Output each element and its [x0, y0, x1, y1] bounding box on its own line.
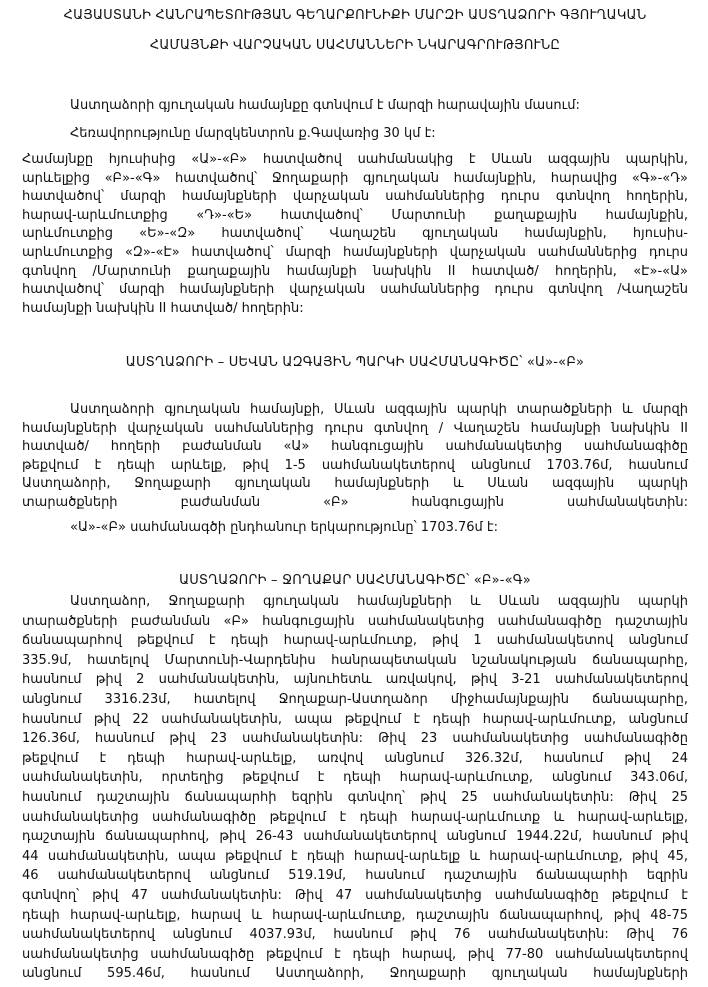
- text-line: սահմանակետերով անցնում 4037.93մ, հասնում թիվ 76 սահմանակետին: Թիվ 76: [22, 927, 688, 943]
- text-line: տարածքների բաժանման «Բ» հանգուցային սահմանակետից սահմանագիծը դաշտային: [22, 613, 688, 629]
- text-line: հատված/ հողերի բաժանման «Ա» հանգուցային սահմանակետից սահմանագիծը: [22, 439, 688, 455]
- document-subtitle: [22, 36, 688, 55]
- text-line: անցնում 3316.23մ, հատելով Ջողաքար-Աստղաձոր միջհամայնքային ճանապարհը,: [22, 691, 688, 707]
- intro-line: Աստղաձորի գյուղական համայնքը գտնվում է մարզի հարավային մասում:: [70, 98, 580, 113]
- text-line: համայնքների վարչական սահմաններից դուրս գտնվող / Վաղաշեն համայնքի նախկին II: [22, 420, 688, 436]
- text-line: արևելքից «Բ»-«Գ» հատվածով՝ Ջողաքարի գյուղական համայնքին, հարավից «Գ»-«Դ»: [22, 170, 688, 186]
- text-line: սահմանակետից սահմանագիծը թեքվում է դեպի հարավ, թիվ 77-80 սահմանակետերով: [22, 946, 688, 962]
- neighbors-paragraph: [22, 151, 688, 318]
- text-line: 335.9մ, հատելով Մարտունի-Վարդենիս հանրապետական նշանակության ճանապարհը,: [22, 652, 688, 668]
- text-line: Համայնքը հյուսիսից «Ա»-«Բ» հատվածով սահմանակից է Սևան ազգային պարկին,: [22, 152, 688, 167]
- section-heading: ԱՍՏՂԱՁՈՐԻ – ՍԵՎԱՆ ԱԶԳԱՅԻՆ ՊԱՐԿԻ ՍԱՀՄԱՆԱԳԻԾԸ՝ «Ա»-«Բ»: [125, 355, 585, 370]
- text-line: համայնքի նախկին II հատված/ հողերին:: [22, 300, 304, 316]
- text-line: 44 սահմանակետին, ապա թեքվում է դեպի հարավ-արևելք և հարավ-արևմուտք, թիվ 45,: [22, 848, 688, 864]
- text-line: դաշտային ճանապարհով, թիվ 26-43 սահմանակետերով անցնում 1944.22մ, հասնում թիվ: [22, 829, 688, 845]
- sevan-boundary-paragraph: [22, 401, 688, 513]
- section-heading: ԱՍՏՂԱՁՈՐԻ – ՋՈՂԱՔԱՐ ՍԱՀՄԱՆԱԳԻԾԸ՝ «Բ»-«Գ»: [179, 573, 531, 588]
- text-line: հարավ-արևմուտքից «Դ»-«Ե» հատվածով՝ Մարտունի քաղաքային համայնքին,: [22, 207, 688, 223]
- text-line: ճանապարհով թեքվում է դեպի հարավ-արևմուտք, թիվ 1 սահմանակետով անցնում: [22, 633, 688, 649]
- total-length: «Ա»-«Բ» սահմանագծի ընդհանուր երկարությունը՝ 1703.76մ է:: [70, 520, 499, 535]
- text-line: Աստղաձորի գյուղական համայնքի, Սևան ազգային պարկի տարածքների և մարզի: [70, 402, 688, 417]
- text-line: գտնվող՝ թիվ 47 սահմանակետին: Թիվ 47 սահմանակետից սահմանագիծը թեքվում է: [22, 887, 688, 903]
- text-line: թեքվում է դեպի հարավ-արևելք, առվով անցնում 326.32մ, հասնում թիվ 24: [22, 750, 688, 766]
- intro-line: Հեռավորությունը մարզկենտրոն ք.Գավառից 30 կմ է:: [70, 126, 436, 141]
- text-line: Աստղաձոր, Ջողաքարի գյուղական համայնքների և Սևան ազգային պարկի: [70, 594, 688, 609]
- text-line: հատվածով՝ մարզի համայնքների վարչական սահմաններից դուրս գտնվող հողերին,: [22, 189, 688, 205]
- text-line: արևմուտքից «Զ»-«Է» հատվածով՝ մարզի համայնքների վարչական սահմաններից դուրս: [22, 244, 688, 260]
- jolaqar-boundary-paragraph: [22, 592, 688, 984]
- title-line-1: ՀԱՅԱՍՏԱՆԻ ՀԱՆՐԱՊԵՏՈՒԹՅԱՆ ԳԵՂԱՐՔՈՒՆԻՔԻ ՄԱՐԶԻ ԱՍՏՂԱՁՈՐԻ ԳՅՈՒՂԱԿԱՆ: [63, 8, 647, 23]
- text-line: հասնում թիվ 22 սահմանակետին, ապա թեքվում է դեպի հարավ-արևմուտք, անցնում: [22, 711, 688, 727]
- title-line-2: ՀԱՄԱՅՆՔԻ ՎԱՐՉԱԿԱՆ ՍԱՀՄԱՆՆԵՐԻ ՆԿԱՐԱԳՐՈՒԹՅՈՒՆԸ: [149, 38, 561, 53]
- text-line: տարածքների բաժանման «Բ» հանգուցային սահմանակետին:: [22, 494, 688, 510]
- document-title: [22, 6, 688, 25]
- text-line: արևմուտքից «Ե»-«Զ» հատվածով՝ Վաղաշեն գյուղական համայնքին, հյուսիս-: [22, 226, 688, 242]
- sevan-boundary-total: [70, 518, 670, 537]
- text-line: Աստղաձորի, Ջողաքարի գյուղական համայնքների և Սևան ազգային պարկի: [22, 476, 688, 492]
- text-line: 46 սահմանակետերով անցնում 519.19մ, հասնում դաշտային ճանապարհի եզրին: [22, 868, 688, 884]
- text-line: հասնում թիվ 2 սահմանակետին, այնուհետև առվակով, թիվ 3-21 սահմանակետերով: [22, 672, 688, 688]
- text-line: գտնվող /Մարտունի քաղաքային համայնքի նախկին II հատված/ հողերին, «Է»-«Ա»: [22, 263, 688, 279]
- text-line: անցնում 595.46մ, հասնում Աստղաձորի, Ջողաքարի գյուղական համայնքների: [22, 966, 688, 982]
- text-line: թեքվում է դեպի արևելք, թիվ 1-5 սահմանակետերով անցնում 1703.76մ, հասնում: [22, 457, 688, 473]
- text-line: հասնում դաշտային ճանապարհի եզրին գտնվող՝ թիվ 25 սահմանակետին: Թիվ 25: [22, 789, 688, 805]
- section-heading-jolaqar: [22, 571, 688, 590]
- text-line: սահմանակետից սահմանագիծը թեքվում է դեպի հարավ-արևմուտք և հարավ-արևելք,: [22, 809, 688, 825]
- text-line: 126.36մ, հասնում թիվ 23 սահմանակետին: Թիվ 23 սահմանակետից սահմանագիծը: [22, 731, 688, 747]
- text-line: սահմանակետին, որտեղից թեքվում է դեպի հարավ-արևմուտք, անցնում 343.06մ,: [22, 770, 688, 786]
- text-line: դեպի հարավ-արևելք, հարավ և հարավ-արևմուտք, դաշտային ճանապարհով, թիվ 48-75: [22, 907, 688, 923]
- intro: [70, 96, 670, 143]
- section-heading-sevan: [22, 353, 688, 372]
- text-line: հատվածով՝ մարզի համայնքների վարչական սահմաններից դուրս գտնվող /Վաղաշեն: [22, 282, 688, 298]
